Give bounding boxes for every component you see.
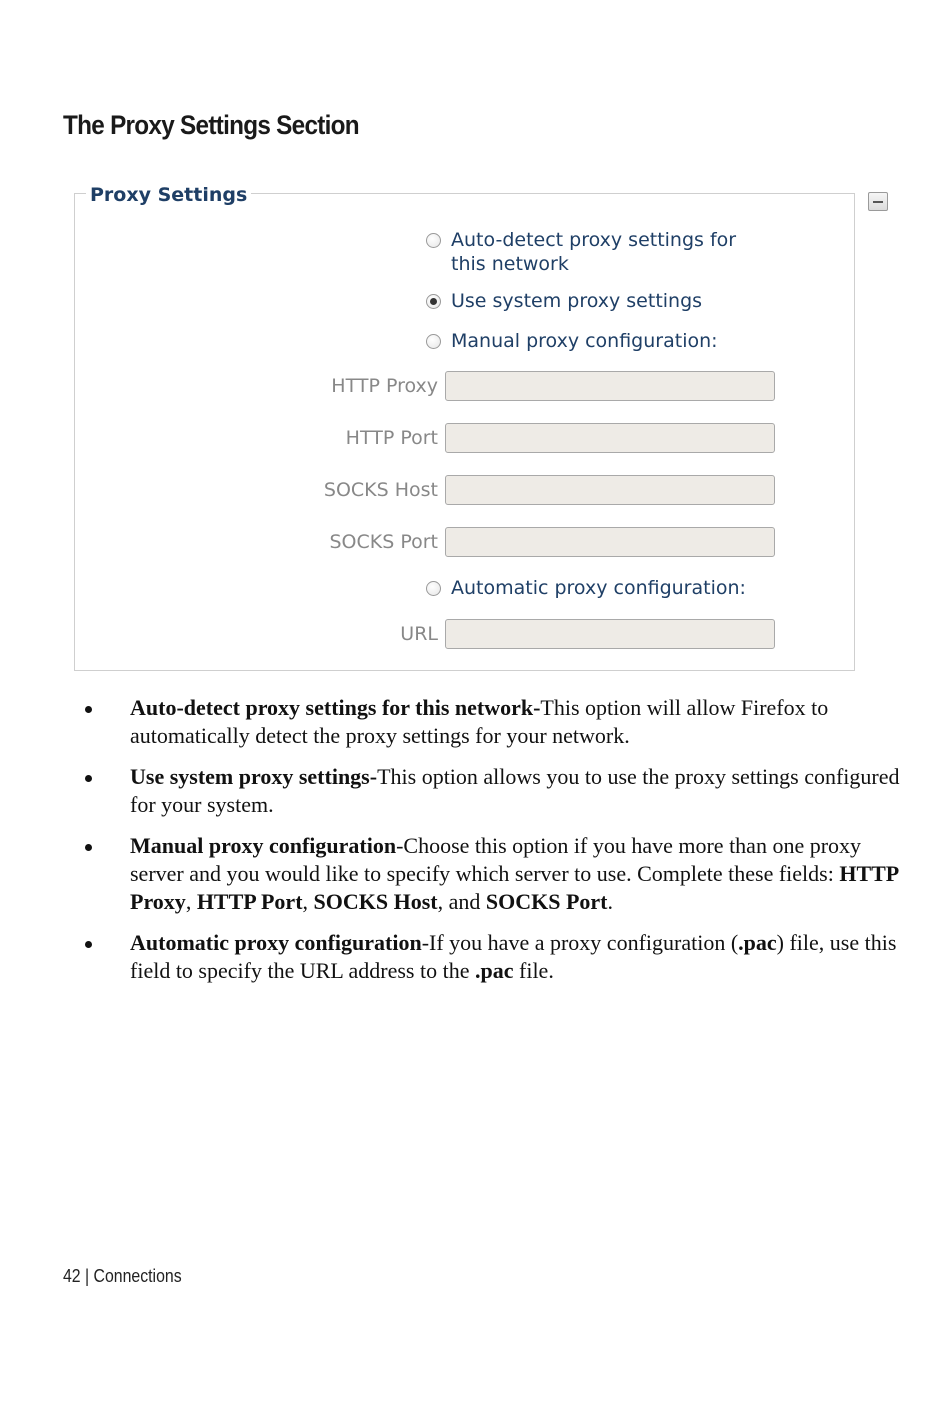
- collapse-icon[interactable]: [868, 192, 888, 211]
- field-name: SOCKS Host: [313, 889, 438, 914]
- bullet-text: -If you have a proxy configuration (: [421, 930, 739, 955]
- radio-manual[interactable]: [426, 329, 718, 353]
- list-item: [80, 763, 920, 819]
- url-input[interactable]: [445, 619, 775, 649]
- page-number: 42: [63, 1266, 81, 1286]
- socks-port-label: SOCKS Port: [329, 531, 438, 553]
- http-port-label: HTTP Port: [345, 427, 438, 449]
- bullet-text: This option will allow Firefox to automatically detect the proxy settings for your network.: [130, 695, 829, 748]
- url-row: [250, 619, 790, 649]
- http-proxy-label: HTTP Proxy: [331, 375, 438, 397]
- bullet-icon: [85, 941, 92, 948]
- bullet-text: This option allows you to use the proxy settings configured for your system.: [130, 764, 900, 817]
- list-item: [80, 929, 920, 985]
- list-item: [80, 694, 920, 750]
- radio-auto-detect[interactable]: [426, 228, 736, 276]
- bullet-term: Manual proxy configuration: [130, 833, 397, 858]
- footer-section: Connections: [93, 1266, 182, 1286]
- socks-host-label: SOCKS Host: [323, 479, 438, 501]
- field-name: SOCKS Port: [485, 889, 608, 914]
- option-descriptions-list: [80, 694, 920, 998]
- url-label: URL: [400, 623, 438, 645]
- radio-use-system-label: Use system proxy settings: [451, 290, 703, 312]
- section-title: The Proxy Settings Section: [63, 110, 359, 140]
- page-footer: [63, 1266, 182, 1287]
- http-proxy-input[interactable]: [445, 371, 775, 401]
- socks-port-row: [250, 527, 790, 557]
- proxy-settings-legend: Proxy Settings: [86, 183, 251, 207]
- radio-circle-icon[interactable]: [426, 334, 441, 349]
- radio-circle-icon[interactable]: [426, 233, 441, 248]
- radio-manual-label: Manual proxy configuration:: [451, 330, 718, 352]
- separator: , and: [437, 889, 486, 914]
- http-port-row: [250, 423, 790, 453]
- radio-circle-icon[interactable]: [426, 581, 441, 596]
- field-name: HTTP Port: [196, 889, 303, 914]
- http-proxy-row: [250, 371, 790, 401]
- pac-extension: .pac: [738, 930, 777, 955]
- radio-automatic-label: Automatic proxy configuration:: [451, 577, 746, 599]
- socks-host-row: [250, 475, 790, 505]
- http-port-input[interactable]: [445, 423, 775, 453]
- bullet-term: Automatic proxy configuration: [130, 930, 422, 955]
- bullet-text: file.: [513, 958, 554, 983]
- socks-host-input[interactable]: [445, 475, 775, 505]
- pac-extension: .pac: [475, 958, 514, 983]
- bullet-text: -Choose this option if you have more than one proxy server and you would like to specify which server to use. Complete these fields:: [130, 833, 862, 886]
- bullet-term: Auto-detect proxy settings for this network-: [130, 695, 541, 720]
- radio-checked-icon[interactable]: [426, 294, 441, 309]
- bullet-term: Use system proxy settings-: [130, 764, 378, 789]
- separator: ,: [302, 889, 314, 914]
- separator: ,: [185, 889, 197, 914]
- socks-port-input[interactable]: [445, 527, 775, 557]
- bullet-icon: [85, 844, 92, 851]
- separator: .: [607, 889, 614, 914]
- bullet-text: ) file, use this field to specify the URL address to the: [130, 930, 897, 983]
- radio-automatic[interactable]: [426, 576, 746, 600]
- list-item: [80, 832, 920, 916]
- radio-use-system[interactable]: [426, 289, 702, 313]
- radio-auto-detect-label: Auto-detect proxy settings for this network: [451, 229, 737, 275]
- bullet-icon: [85, 706, 92, 713]
- footer-separator: |: [80, 1266, 94, 1286]
- field-name: HTTP Proxy: [130, 861, 899, 914]
- bullet-icon: [85, 775, 92, 782]
